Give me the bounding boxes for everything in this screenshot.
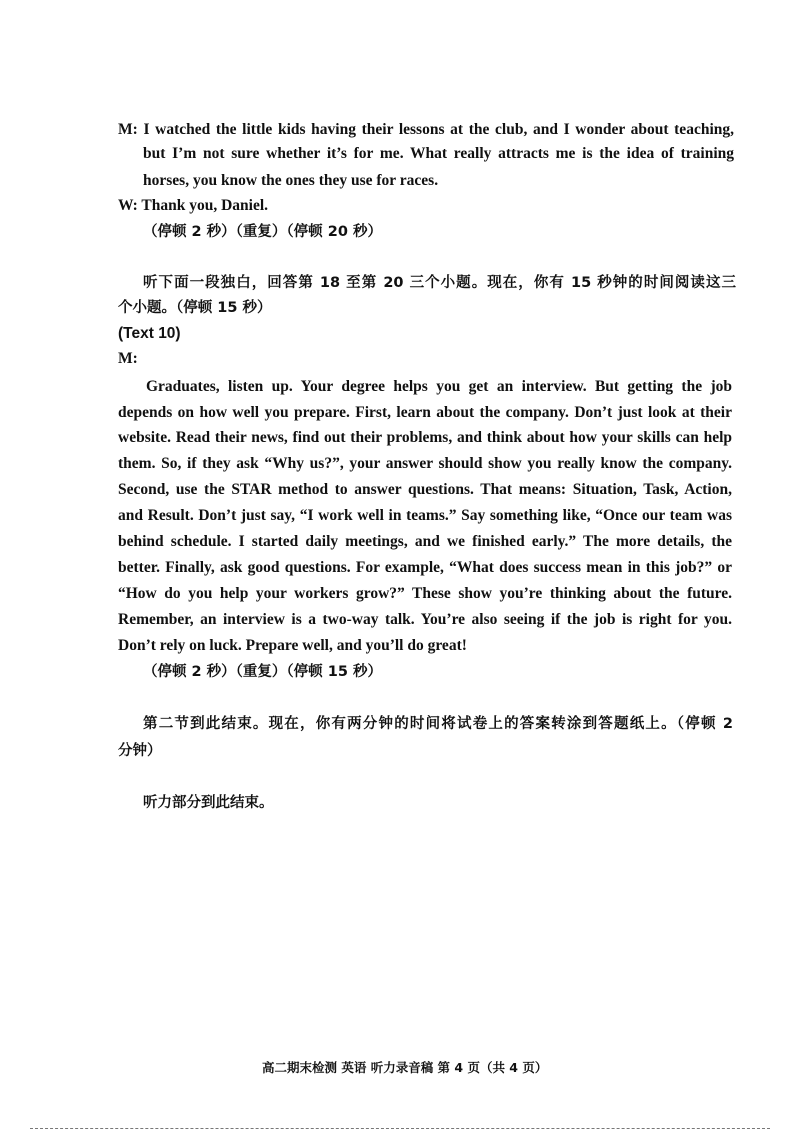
monologue-line-7: behind schedule. I started daily meetings, and we finished early.” The more details, the bbox=[118, 533, 732, 550]
bottom-divider bbox=[30, 1128, 770, 1129]
dialogue-pause: （停顿 2 秒）（重复）（停顿 20 秒） bbox=[143, 224, 382, 240]
page-footer: 高二期末检测 英语 听力录音稿 第 4 页（共 4 页） bbox=[262, 1060, 548, 1075]
monologue-line-11: Don’t rely on luck. Prepare well, and you’ll do great! bbox=[118, 637, 467, 654]
text10-pause: （停顿 2 秒）（重复）（停顿 15 秒） bbox=[143, 664, 382, 680]
monologue-line-3: website. Read their news, find out their problems, and think about how your skills can help bbox=[118, 429, 732, 446]
monologue-line-6: and Result. Don’t just say, “I work well in teams.” Say something like, “Once our team was bbox=[118, 507, 732, 524]
instruction-line-2: 个小题。（停顿 15 秒） bbox=[118, 300, 272, 316]
monologue-line-1: Graduates, listen up. Your degree helps you get an interview. But getting the job bbox=[146, 378, 732, 395]
section-end-line-2: 分钟） bbox=[118, 743, 162, 759]
text10-heading: (Text 10) bbox=[118, 325, 181, 342]
dialogue-m-line-1: M: I watched the little kids having their lessons at the club, and I wonder about teaching, bbox=[118, 121, 734, 138]
section-end-line-1: 第二节到此结束。现在，你有两分钟的时间将试卷上的答案转涂到答题纸上。（停顿 2 bbox=[143, 716, 733, 732]
monologue-line-2: depends on how well you prepare. First, learn about the company. Don’t just look at their bbox=[118, 404, 732, 421]
dialogue-m-line-2: but I’m not sure whether it’s for me. What really attracts me is the idea of training bbox=[143, 145, 734, 162]
instruction-line-1: 听下面一段独白，回答第 18 至第 20 三个小题。现在，你有 15 秒钟的时间阅读这三 bbox=[143, 275, 736, 291]
dialogue-m-line-3: horses, you know the ones they use for races. bbox=[143, 172, 439, 189]
dialogue-w-line: W: Thank you, Daniel. bbox=[118, 197, 269, 214]
listening-end: 听力部分到此结束。 bbox=[143, 795, 274, 811]
monologue-line-4: them. So, if they ask “Why us?”, your answer should show you really know the company. bbox=[118, 455, 732, 472]
monologue-line-9: “How do you help your workers grow?” These show you’re thinking about the future. bbox=[118, 585, 732, 602]
monologue-line-10: Remember, an interview is a two-way talk. You’re also seeing if the job is right for you. bbox=[118, 611, 732, 628]
monologue-line-5: Second, use the STAR method to answer questions. That means: Situation, Task, Action, bbox=[118, 481, 732, 498]
monologue-line-8: better. Finally, ask good questions. For example, “What does success mean in this job?” or bbox=[118, 559, 732, 576]
text10-speaker: M: bbox=[118, 350, 138, 367]
